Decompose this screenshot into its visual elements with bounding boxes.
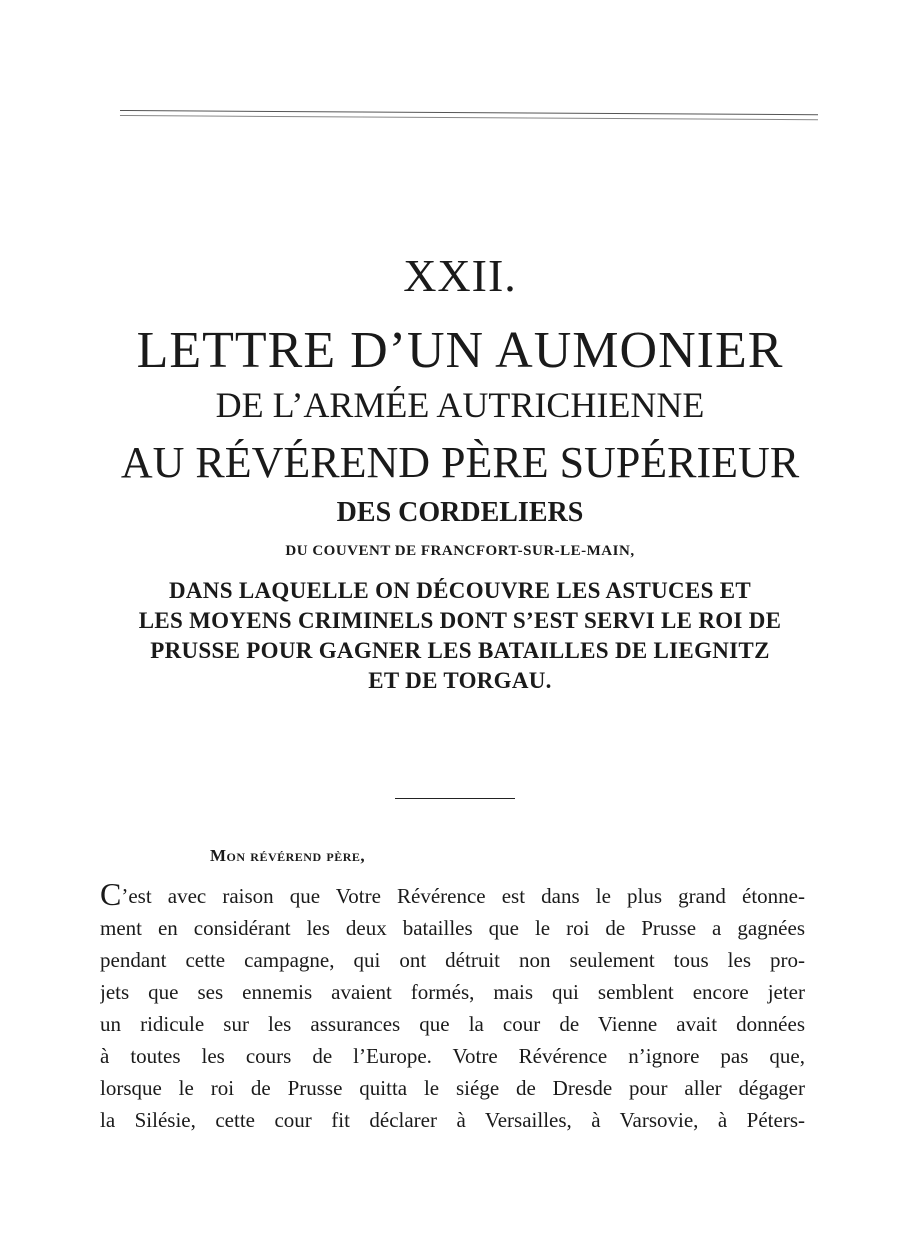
subtitle [100, 576, 820, 696]
body-line: ment en considérant les deux batailles que le roi de Prusse a gagnées [100, 916, 805, 940]
body-line: un ridicule sur les assurances que la cour de Vienne avait données [100, 1012, 805, 1036]
body-line: la Silésie, cette cour fit déclarer à Versailles, à Varsovie, à Péters- [100, 1108, 805, 1132]
drop-cap: C [100, 880, 122, 912]
body-line-text: ’est avec raison que Votre Révérence est dans le plus grand étonne- [121, 884, 805, 908]
body-line: pendant cette campagne, qui ont détruit non seulement tous les pro- [100, 948, 805, 972]
subtitle-line: ET DE TORGAU. [368, 668, 552, 693]
subtitle-line: LES MOYENS CRIMINELS DONT S’EST SERVI LE ROI DE [138, 608, 782, 633]
letter-body [100, 880, 805, 1136]
subtitle-line: PRUSSE POUR GAGNER LES BATAILLES DE LIEGNITZ [150, 638, 770, 663]
subtitle-line: DANS LAQUELLE ON DÉCOUVRE LES ASTUCES ET [168, 578, 752, 603]
body-line: lorsque le roi de Prusse quitta le siége de Dresde pour aller dégager [100, 1076, 805, 1100]
body-line: jets que ses ennemis avaient formés, mais qui semblent encore jeter [100, 980, 805, 1004]
title-line-5: DU COUVENT DE FRANCFORT-SUR-LE-MAIN, [285, 543, 635, 559]
chapter-number: XXII. [403, 250, 517, 301]
title-line-1: LETTRE D’UN AUMONIER [136, 322, 784, 379]
section-divider [395, 798, 515, 799]
salutation: Mon révérend père, [210, 846, 366, 865]
heading-block [100, 250, 820, 696]
body-line: à toutes les cours de l’Europe. Votre Révérence n’ignore pas que, [100, 1044, 805, 1068]
title-line-3: AU RÉVÉREND PÈRE SUPÉRIEUR [120, 438, 800, 487]
header-rule [120, 110, 818, 120]
title-line-4: DES CORDELIERS [336, 497, 584, 528]
body-line [100, 880, 805, 912]
title-line-2: DE L’ARMÉE AUTRICHIENNE [215, 385, 705, 425]
